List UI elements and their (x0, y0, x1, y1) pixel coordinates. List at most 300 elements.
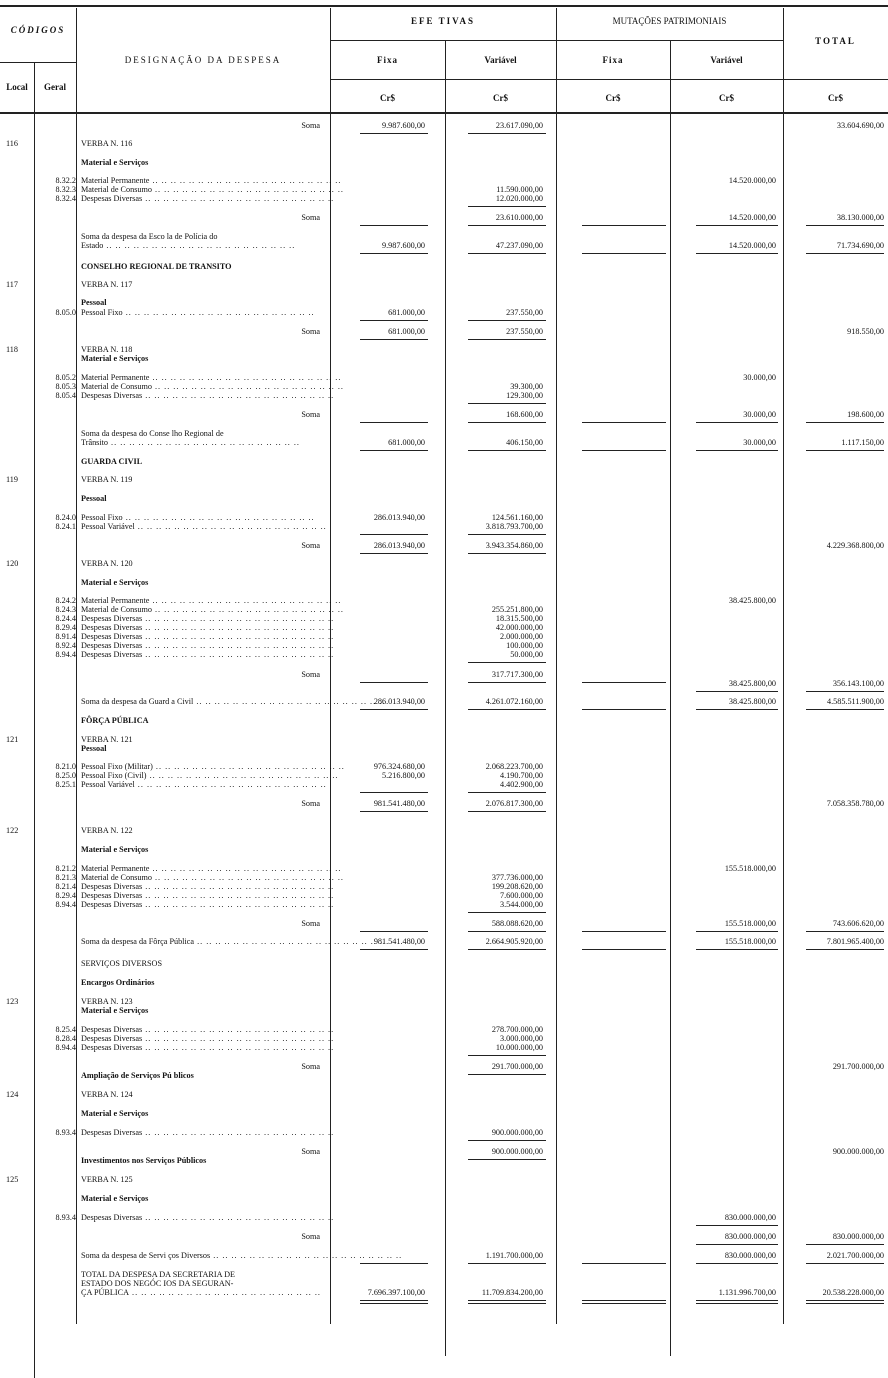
geral-code: 8.32.4 (55, 194, 76, 203)
leader-dots: .. .. .. .. .. .. .. .. .. .. .. .. .. .. .. .. .. .. .. .. .. (122, 513, 315, 522)
geral-code: 8.94.4 (55, 1043, 76, 1052)
mutacao-variavel-value: 30.000,00 (743, 373, 776, 382)
efetiva-variavel-value: 12.020.000,00 (495, 194, 543, 203)
sum-rule (468, 403, 546, 404)
mutacao-variavel-value: 30.000,00 (743, 410, 776, 419)
expense-description-text: Pessoal (81, 744, 107, 753)
leader-dots: .. .. .. .. .. .. .. .. .. .. .. .. .. .. .. .. .. .. .. .. .. (149, 864, 342, 873)
sum-rule (468, 553, 546, 554)
mutacao-variavel-value: 155.518.000,00 (724, 919, 776, 928)
header-currency-mp-fixa: Cr$ (605, 93, 621, 103)
leader-dots: .. .. .. .. .. .. .. .. .. .. .. .. .. .. .. .. .. .. .. .. .. (142, 632, 335, 641)
geral-code: 8.94.4 (55, 900, 76, 909)
expense-description-text: Soma da despesa da Esco la de Polícia do (81, 232, 218, 241)
efetiva-variavel-value: 4.402.900,00 (500, 780, 543, 789)
leader-dots: .. .. .. .. .. .. .. .. .. .. .. .. .. .. .. .. .. .. .. .. .. (149, 176, 342, 185)
sum-rule (696, 1225, 778, 1226)
sum-rule (360, 133, 428, 134)
expense-description (81, 578, 321, 587)
expense-description (81, 176, 342, 185)
expense-description (81, 762, 345, 771)
expense-description (81, 1213, 335, 1222)
leader-dots: .. .. .. .. .. .. .. .. .. .. .. .. .. .. .. .. .. .. .. .. .. (103, 241, 296, 250)
sum-rule (696, 1303, 778, 1304)
expense-description (81, 614, 335, 623)
expense-description (81, 1006, 321, 1015)
mutacao-variavel-value: 14.520.000,00 (728, 213, 776, 222)
sum-rule (360, 339, 428, 340)
geral-code: 8.92.4 (55, 641, 76, 650)
sum-rule (468, 534, 546, 535)
efetiva-fixa-value: 9.987.600,00 (382, 241, 425, 250)
leader-dots: .. .. .. .. .. .. .. .. .. .. .. .. .. .. .. .. .. .. .. .. .. (146, 771, 339, 780)
expense-description-text: Pessoal Variável (81, 780, 135, 789)
sum-rule (696, 949, 778, 950)
local-code: 121 (6, 735, 19, 744)
efetiva-fixa-value: 981.541.480,00 (373, 937, 425, 946)
col-rule-geral (76, 8, 77, 1324)
header-fixa-rule (330, 79, 888, 80)
efetiva-variavel-value: 237.550,00 (506, 327, 543, 336)
expense-description (81, 475, 321, 484)
sum-rule (468, 1303, 546, 1304)
sum-rule (468, 339, 546, 340)
col-rule-efetivas (556, 8, 557, 1324)
total-value: 33.604.690,00 (836, 121, 884, 130)
efetiva-fixa-value: 681.000,00 (388, 438, 425, 447)
efetiva-variavel-value: 3.000.000,00 (500, 1034, 543, 1043)
expense-description-text: Material Permanente (81, 176, 150, 185)
col-rule-mp-fixa (670, 40, 671, 1356)
leader-dots: .. .. .. .. .. .. .. .. .. .. .. .. .. .. .. .. .. .. .. .. .. (122, 308, 315, 317)
sum-rule (468, 949, 546, 950)
leader-dots: .. .. .. .. .. .. .. .. .. .. .. .. .. .. .. .. .. .. .. .. .. (149, 373, 342, 382)
expense-description-text: Material de Consumo (81, 605, 152, 614)
soma-label: Soma (301, 919, 320, 928)
geral-code: 8.25.4 (55, 1025, 76, 1034)
sum-rule (468, 1074, 546, 1075)
expense-description (81, 771, 339, 780)
mutacao-variavel-value: 38.425.800,00 (728, 697, 776, 706)
expense-description (81, 1128, 335, 1137)
expense-description (81, 513, 321, 522)
mutacao-variavel-value: 38.425.800,00 (728, 679, 776, 688)
sum-rule (360, 553, 428, 554)
total-value: 743.606.620,00 (832, 919, 884, 928)
header-total: TOTAL (815, 36, 856, 46)
header-codigos-rule (0, 62, 76, 63)
expense-description-text: Material e Serviços (81, 845, 149, 854)
col-rule-mutacoes (783, 8, 784, 1324)
expense-description-text: Despesas Diversas (81, 650, 143, 659)
sum-rule (582, 1300, 666, 1301)
expense-description-text: Ampliação de Serviços Pú blicos (81, 1071, 194, 1080)
geral-code: 8.21.4 (55, 882, 76, 891)
sum-rule (696, 450, 778, 451)
efetiva-fixa-value: 286.013.940,00 (373, 513, 425, 522)
geral-code: 8.29.4 (55, 623, 76, 632)
leader-dots: .. .. .. .. .. .. .. .. .. .. .. .. .. .. .. .. .. .. .. .. .. (193, 697, 386, 706)
geral-code: 8.24.0 (55, 513, 76, 522)
soma-label: Soma (301, 1147, 320, 1156)
total-value: 4.585.511.900,00 (826, 697, 884, 706)
expense-description (81, 641, 335, 650)
leader-dots: .. .. .. .. .. .. .. .. .. .. .. .. .. .. .. .. .. .. .. .. .. (210, 1251, 403, 1260)
leader-dots: .. .. .. .. .. .. .. .. .. .. .. .. .. .. .. .. .. .. .. .. .. (142, 891, 335, 900)
expense-description (81, 262, 321, 271)
expense-description-text: Soma da despesa do Conse lho Regional de (81, 429, 224, 438)
sum-rule (696, 1244, 778, 1245)
expense-description (81, 1090, 321, 1099)
efetiva-variavel-value: 406.150,00 (506, 438, 543, 447)
expense-description-text: Material e Serviços (81, 158, 149, 167)
geral-code: 8.94.4 (55, 650, 76, 659)
sum-rule (360, 1263, 428, 1264)
mutacao-variavel-value: 38.425.800,00 (728, 596, 776, 605)
expense-description-text: Material Permanente (81, 864, 150, 873)
efetiva-variavel-value: 2.076.817.300,00 (485, 799, 543, 808)
sum-rule (806, 931, 884, 932)
leader-dots: .. .. .. .. .. .. .. .. .. .. .. .. .. .. .. .. .. .. .. .. .. (142, 194, 335, 203)
sum-rule (468, 422, 546, 423)
sum-rule (806, 1303, 884, 1304)
efetiva-fixa-value: 5.216.800,00 (382, 771, 425, 780)
efetiva-variavel-value: 168.600,00 (506, 410, 543, 419)
geral-code: 8.05.3 (55, 382, 76, 391)
efetiva-variavel-value: 377.736.000,00 (491, 873, 543, 882)
expense-description (81, 185, 344, 194)
sum-rule (360, 949, 428, 950)
sum-rule (468, 1159, 546, 1160)
mutacao-variavel-value: 155.518.000,00 (724, 864, 776, 873)
expense-description-text: Material e Serviços (81, 1006, 149, 1015)
expense-description (81, 997, 321, 1006)
sum-rule (360, 931, 428, 932)
geral-code: 8.93.4 (55, 1213, 76, 1222)
expense-description (81, 1071, 321, 1080)
expense-description-text: Material e Serviços (81, 1194, 149, 1203)
geral-code: 8.28.4 (55, 1034, 76, 1043)
mutacao-variavel-value: 1.131.996.700,00 (718, 1288, 776, 1297)
leader-dots: .. .. .. .. .. .. .. .. .. .. .. .. .. .. .. .. .. .. .. .. .. (142, 1043, 335, 1052)
expense-description-text: Despesas Diversas (81, 391, 143, 400)
expense-description (81, 429, 321, 438)
expense-description-text: VERBA N. 116 (81, 139, 133, 148)
sum-rule (582, 1303, 666, 1304)
sum-rule (696, 931, 778, 932)
expense-description-text: Despesas Diversas (81, 1213, 143, 1222)
expense-description-text: SERVIÇOS DIVERSOS (81, 959, 163, 968)
expense-description (81, 697, 386, 706)
expense-description (81, 308, 321, 317)
expense-description (81, 457, 321, 466)
efetiva-variavel-value: 4.190.700,00 (500, 771, 543, 780)
expense-description-text: VERBA N. 117 (81, 280, 133, 289)
leader-dots: .. .. .. .. .. .. .. .. .. .. .. .. .. .. .. .. .. .. .. .. .. (142, 1128, 335, 1137)
total-value: 7.801.965.400,00 (826, 937, 884, 946)
leader-dots: .. .. .. .. .. .. .. .. .. .. .. .. .. .. .. .. .. .. .. .. .. (108, 438, 300, 447)
expense-description (81, 937, 386, 946)
expense-description (81, 194, 335, 203)
sum-rule (468, 1140, 546, 1141)
leader-dots: .. .. .. .. .. .. .. .. .. .. .. .. .. .. .. .. .. .. .. .. .. (142, 391, 335, 400)
expense-description (81, 891, 335, 900)
sum-rule (806, 1263, 884, 1264)
mutacao-variavel-value: 30.000,00 (743, 438, 776, 447)
efetiva-fixa-value: 9.987.600,00 (382, 121, 425, 130)
sum-rule (806, 949, 884, 950)
header-codigos: CÓDIGOS (10, 25, 66, 35)
efetiva-variavel-value: 2.068.223.700,00 (485, 762, 543, 771)
local-code: 116 (6, 139, 18, 148)
mutacao-variavel-value: 830.000.000,00 (724, 1232, 776, 1241)
efetiva-variavel-value: 278.700.000,00 (491, 1025, 543, 1034)
efetiva-fixa-value: 681.000,00 (388, 327, 425, 336)
sum-rule (582, 225, 666, 226)
expense-description (81, 1194, 321, 1203)
sum-rule (696, 1300, 778, 1301)
soma-label: Soma (301, 410, 320, 419)
expense-description-text: Despesas Diversas (81, 1128, 143, 1137)
expense-description-text: Investimentos nos Serviços Públicos (81, 1156, 207, 1165)
leader-dots: .. .. .. .. .. .. .. .. .. .. .. .. .. .. .. .. .. .. .. .. .. (142, 641, 335, 650)
efetiva-variavel-value: 3.943.354.860,00 (485, 541, 543, 550)
sum-rule (806, 422, 884, 423)
total-value: 356.143.100,00 (832, 679, 884, 688)
soma-label: Soma (301, 327, 320, 336)
efetiva-fixa-value: 286.013.940,00 (373, 541, 425, 550)
leader-dots: .. .. .. .. .. .. .. .. .. .. .. .. .. .. .. .. .. .. .. .. .. (142, 900, 335, 909)
expense-description-text: Pessoal (81, 298, 107, 307)
expense-description-text: Pessoal Fixo (81, 513, 123, 522)
leader-dots: .. .. .. .. .. .. .. .. .. .. .. .. .. .. .. .. .. .. .. .. .. (142, 1034, 335, 1043)
total-value: 830.000.000,00 (832, 1232, 884, 1241)
sum-rule (806, 1300, 884, 1301)
expense-description-text: VERBA N. 122 (81, 826, 133, 835)
header-currency-mp-variavel: Cr$ (719, 93, 734, 103)
expense-description-text: Pessoal Fixo (Civil) (81, 771, 147, 780)
expense-description-text: ÇA PÚBLICA (81, 1288, 129, 1297)
sum-rule (360, 682, 428, 683)
soma-label: Soma (301, 1232, 320, 1241)
sum-rule (806, 253, 884, 254)
efetiva-variavel-value: 255.251.800,00 (491, 605, 543, 614)
sum-rule (582, 709, 666, 710)
expense-description (81, 345, 321, 354)
efetiva-variavel-value: 11.709.834.200,00 (481, 1288, 543, 1297)
expense-description (81, 826, 321, 835)
expense-description (81, 744, 321, 753)
local-code: 120 (6, 559, 19, 568)
expense-description-text: CONSELHO REGIONAL DE TRANSITO (81, 262, 232, 271)
expense-description (81, 559, 321, 568)
efetiva-variavel-value: 47.237.090,00 (495, 241, 543, 250)
soma-label: Soma (301, 1062, 320, 1071)
efetiva-variavel-value: 199.208.620,00 (491, 882, 543, 891)
sum-rule (696, 1263, 778, 1264)
expense-description-text: Despesas Diversas (81, 1043, 143, 1052)
leader-dots: .. .. .. .. .. .. .. .. .. .. .. .. .. .. .. .. .. .. .. .. .. (142, 650, 335, 659)
expense-description-text: VERBA N. 119 (81, 475, 133, 484)
sum-rule (360, 253, 428, 254)
header-mp-variavel: Variável (710, 55, 743, 65)
leader-dots: .. .. .. .. .. .. .. .. .. .. .. .. .. .. .. .. .. .. .. .. .. (142, 623, 335, 632)
local-code: 125 (6, 1175, 19, 1184)
expense-description (81, 1109, 321, 1118)
leader-dots: .. .. .. .. .. .. .. .. .. .. .. .. .. .. .. .. .. .. .. .. .. (151, 185, 344, 194)
geral-code: 8.05.0 (55, 308, 76, 317)
geral-code: 8.24.1 (55, 522, 76, 531)
leader-dots: .. .. .. .. .. .. .. .. .. .. .. .. .. .. .. .. .. .. .. .. .. (134, 522, 327, 531)
geral-code: 8.32.2 (55, 176, 76, 185)
expense-description (81, 139, 321, 148)
expense-description (81, 298, 321, 307)
sum-rule (582, 422, 666, 423)
expense-description-text: Despesas Diversas (81, 623, 143, 632)
sum-rule (468, 792, 546, 793)
geral-code: 8.21.0 (55, 762, 76, 771)
sum-rule (582, 253, 666, 254)
efetiva-fixa-value: 286.013.940,00 (373, 697, 425, 706)
total-value: 918.550,00 (847, 327, 884, 336)
expense-description (81, 650, 335, 659)
expense-description-text: Trânsito (81, 438, 108, 447)
efetiva-variavel-value: 3.818.793.700,00 (485, 522, 543, 531)
geral-code: 8.29.4 (55, 891, 76, 900)
expense-description-text: Material de Consumo (81, 185, 152, 194)
geral-code: 8.24.2 (55, 596, 76, 605)
sum-rule (582, 949, 666, 950)
efetiva-variavel-value: 291.700.000,00 (491, 1062, 543, 1071)
header-top-rule (0, 5, 888, 7)
expense-description-text: Estado (81, 241, 104, 250)
sum-rule (360, 811, 428, 812)
sum-rule (582, 1263, 666, 1264)
expense-description (81, 232, 321, 241)
efetiva-variavel-value: 23.610.000,00 (495, 213, 543, 222)
col-rule-local (34, 62, 35, 1378)
expense-description (81, 864, 342, 873)
efetiva-fixa-value: 981.541.480,00 (373, 799, 425, 808)
expense-description-text: VERBA N. 124 (81, 1090, 133, 1099)
expense-description (81, 241, 321, 250)
header-mp-fixa: Fixa (602, 55, 624, 65)
leader-dots: .. .. .. .. .. .. .. .. .. .. .. .. .. .. .. .. .. .. .. .. .. (134, 780, 327, 789)
expense-description-text: Material Permanente (81, 596, 150, 605)
header-bottom-rule (0, 112, 888, 114)
expense-description (81, 494, 321, 503)
expense-description-text: VERBA N. 125 (81, 1175, 133, 1184)
efetiva-variavel-value: 42.000.000,00 (495, 623, 543, 632)
efetiva-variavel-value: 129.300,00 (506, 391, 543, 400)
geral-code: 8.24.3 (55, 605, 76, 614)
col-rule-designacao (330, 8, 331, 1324)
soma-label: Soma (301, 799, 320, 808)
soma-label: Soma (301, 670, 320, 679)
expense-description-text: Soma da despesa da Fôrça Pública (81, 937, 195, 946)
local-code: 124 (6, 1090, 19, 1099)
expense-description (81, 780, 327, 789)
expense-description-text: VERBA N. 120 (81, 559, 133, 568)
expense-description-text: GUARDA CIVIL (81, 457, 143, 466)
expense-description (81, 280, 321, 289)
geral-code: 8.21.2 (55, 864, 76, 873)
sum-rule (468, 811, 546, 812)
leader-dots: .. .. .. .. .. .. .. .. .. .. .. .. .. .. .. .. .. .. .. .. .. (142, 882, 335, 891)
leader-dots: .. .. .. .. .. .. .. .. .. .. .. .. .. .. .. .. .. .. .. .. .. (142, 1213, 335, 1222)
mutacao-variavel-value: 14.520.000,00 (728, 241, 776, 250)
sum-rule (468, 1055, 546, 1056)
expense-description (81, 438, 321, 447)
expense-description-text: Material e Serviços (81, 1109, 149, 1118)
total-value: 900.000.000,00 (832, 1147, 884, 1156)
sum-rule (360, 709, 428, 710)
sum-rule (696, 253, 778, 254)
expense-description (81, 1270, 321, 1279)
efetiva-variavel-value: 50.000,00 (510, 650, 543, 659)
leader-dots: .. .. .. .. .. .. .. .. .. .. .. .. .. .. .. .. .. .. .. .. .. (194, 937, 386, 946)
expense-description (81, 1279, 321, 1288)
expense-description-text: Material e Serviços (81, 354, 149, 363)
sum-rule (468, 253, 546, 254)
leader-dots: .. .. .. .. .. .. .. .. .. .. .. .. .. .. .. .. .. .. .. .. .. (151, 873, 344, 882)
expense-description (81, 373, 342, 382)
expense-description-text: Despesas Diversas (81, 641, 143, 650)
expense-description-text: Pessoal (81, 494, 107, 503)
leader-dots: .. .. .. .. .. .. .. .. .. .. .. .. .. .. .. .. .. .. .. .. .. (142, 614, 335, 623)
efetiva-variavel-value: 3.544.000,00 (500, 900, 543, 909)
header-currency-fixa: Cr$ (380, 93, 395, 103)
efetiva-variavel-value: 7.600.000,00 (500, 891, 543, 900)
efetiva-variavel-value: 1.191.700.000,00 (485, 1251, 543, 1260)
expense-description-text: Despesas Diversas (81, 882, 143, 891)
efetiva-variavel-value: 18.315.500,00 (495, 614, 543, 623)
expense-description-text: Despesas Diversas (81, 891, 143, 900)
geral-code: 8.05.4 (55, 391, 76, 400)
header-currency-total: Cr$ (828, 93, 843, 103)
expense-description (81, 1175, 321, 1184)
total-value: 198.600,00 (847, 410, 884, 419)
sum-rule (806, 1244, 884, 1245)
sum-rule (806, 225, 884, 226)
sum-rule (696, 709, 778, 710)
total-value: 38.130.000,00 (836, 213, 884, 222)
expense-description (81, 632, 335, 641)
efetiva-variavel-value: 588.088.620,00 (491, 919, 543, 928)
leader-dots: .. .. .. .. .. .. .. .. .. .. .. .. .. .. .. .. .. .. .. .. .. (152, 762, 345, 771)
expense-description (81, 959, 321, 968)
sum-rule (468, 662, 546, 663)
expense-description-text: Pessoal Fixo (81, 308, 123, 317)
header-local: Local (6, 82, 28, 92)
total-value: 20.538.228.000,00 (822, 1288, 884, 1297)
sum-rule (468, 1263, 546, 1264)
sum-rule (468, 133, 546, 134)
mutacao-variavel-value: 830.000.000,00 (724, 1213, 776, 1222)
leader-dots: .. .. .. .. .. .. .. .. .. .. .. .. .. .. .. .. .. .. .. .. .. (149, 596, 342, 605)
sum-rule (468, 450, 546, 451)
expense-description-text: Material Permanente (81, 373, 150, 382)
expense-description-text: VERBA N. 118 (81, 345, 133, 354)
soma-label: Soma (301, 121, 320, 130)
soma-label: Soma (301, 541, 320, 550)
soma-label: Soma (301, 213, 320, 222)
expense-description-text: VERBA N. 121 (81, 735, 133, 744)
expense-description (81, 1251, 403, 1260)
expense-description (81, 1034, 335, 1043)
expense-description-text: Despesas Diversas (81, 632, 143, 641)
efetiva-variavel-value: 237.550,00 (506, 308, 543, 317)
